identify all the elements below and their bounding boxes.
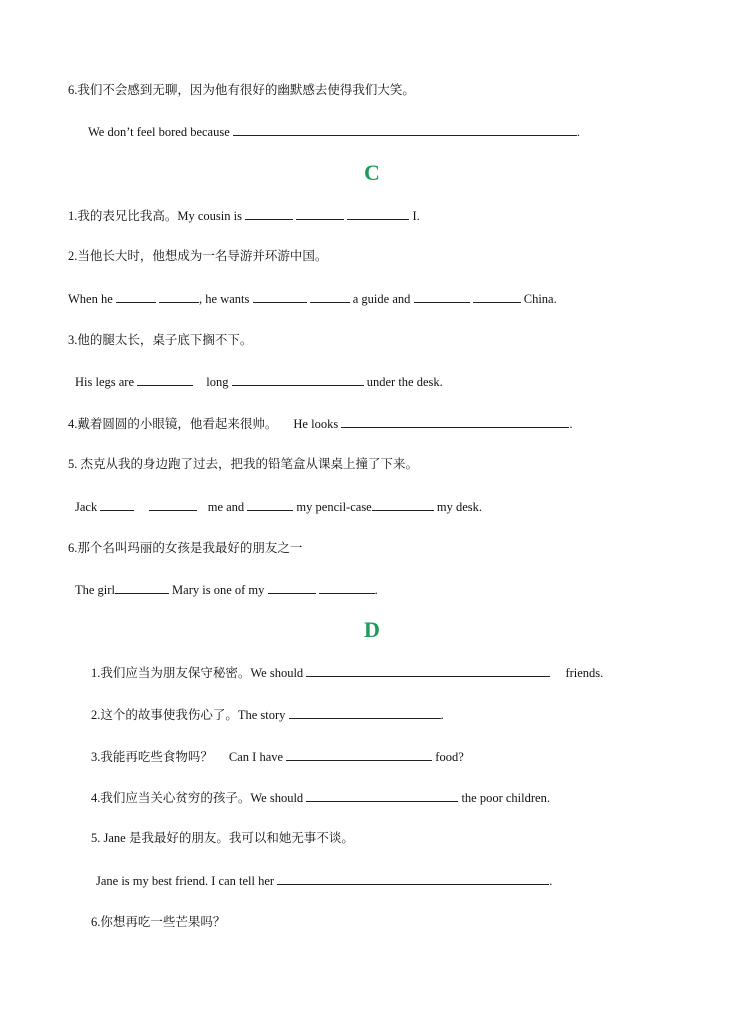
answer-blank[interactable] — [159, 290, 199, 303]
d-q6-chinese: 6.你想再吃一些芒果吗？ — [91, 915, 226, 929]
answer-blank[interactable] — [296, 207, 344, 220]
answer-blank[interactable] — [253, 290, 307, 303]
section-c-heading: C — [364, 160, 380, 185]
answer-blank[interactable] — [372, 498, 434, 511]
answer-blank[interactable] — [232, 373, 364, 386]
answer-blank[interactable] — [319, 581, 375, 594]
c-q6-english: The girl Mary is one of my . — [75, 583, 378, 597]
answer-blank[interactable] — [306, 664, 550, 677]
answer-blank[interactable] — [245, 207, 293, 220]
answer-blank[interactable] — [137, 373, 193, 386]
b-q6-english: We don’t feel bored because . — [88, 125, 581, 139]
answer-blank[interactable] — [268, 581, 316, 594]
answer-blank[interactable] — [277, 872, 549, 885]
answer-blank[interactable] — [306, 789, 458, 802]
answer-blank[interactable] — [347, 207, 409, 220]
c-q3-chinese: 3.他的腿太长，桌子底下搁不下。 — [68, 333, 253, 347]
answer-blank[interactable] — [100, 498, 134, 511]
answer-blank[interactable] — [116, 290, 156, 303]
section-d-heading: D — [364, 617, 380, 642]
b-q6-chinese: 6.我们不会感到无聊，因为他有很好的幽默感去使得我们大笑。 — [68, 83, 415, 97]
d-q2: 2.这个的故事使我伤心了。The story . — [91, 708, 444, 722]
answer-blank[interactable] — [286, 748, 432, 761]
answer-blank[interactable] — [247, 498, 293, 511]
c-q3-english: His legs are long under the desk. — [75, 375, 443, 389]
c-q6-chinese: 6.那个名叫玛丽的女孩是我最好的朋友之一 — [68, 541, 303, 555]
answer-blank[interactable] — [233, 123, 577, 136]
answer-blank[interactable] — [473, 290, 521, 303]
c-q5-chinese: 5. 杰克从我的身边跑了过去，把我的铅笔盒从课桌上撞了下来。 — [68, 457, 419, 471]
d-q3: 3.我能再吃些食物吗？ Can I have food? — [91, 750, 464, 764]
d-q5-chinese: 5. Jane 是我最好的朋友。我可以和她无事不谈。 — [91, 831, 354, 845]
d-q4: 4.我们应当关心贫穷的孩子。We should the poor children. — [91, 791, 550, 805]
answer-blank[interactable] — [341, 415, 569, 428]
answer-blank[interactable] — [149, 498, 197, 511]
c-q1: 1.我的表兄比我高。My cousin is I. — [68, 209, 420, 223]
d-q5-english: Jane is my best friend. I can tell her . — [96, 874, 553, 888]
c-q5-english: Jack me and my pencil-case my desk. — [75, 500, 482, 514]
answer-blank[interactable] — [115, 581, 169, 594]
c-q2-english: When he , he wants a guide and China. — [68, 292, 557, 306]
c-q2-chinese: 2.当他长大时，他想成为一名导游并环游中国。 — [68, 249, 328, 263]
answer-blank[interactable] — [414, 290, 470, 303]
c-q4: 4.戴着圆圆的小眼镜，他看起来很帅。 He looks . — [68, 417, 573, 431]
answer-blank[interactable] — [310, 290, 350, 303]
answer-blank[interactable] — [289, 706, 441, 719]
d-q1: 1.我们应当为朋友保守秘密。We should friends. — [91, 666, 604, 680]
